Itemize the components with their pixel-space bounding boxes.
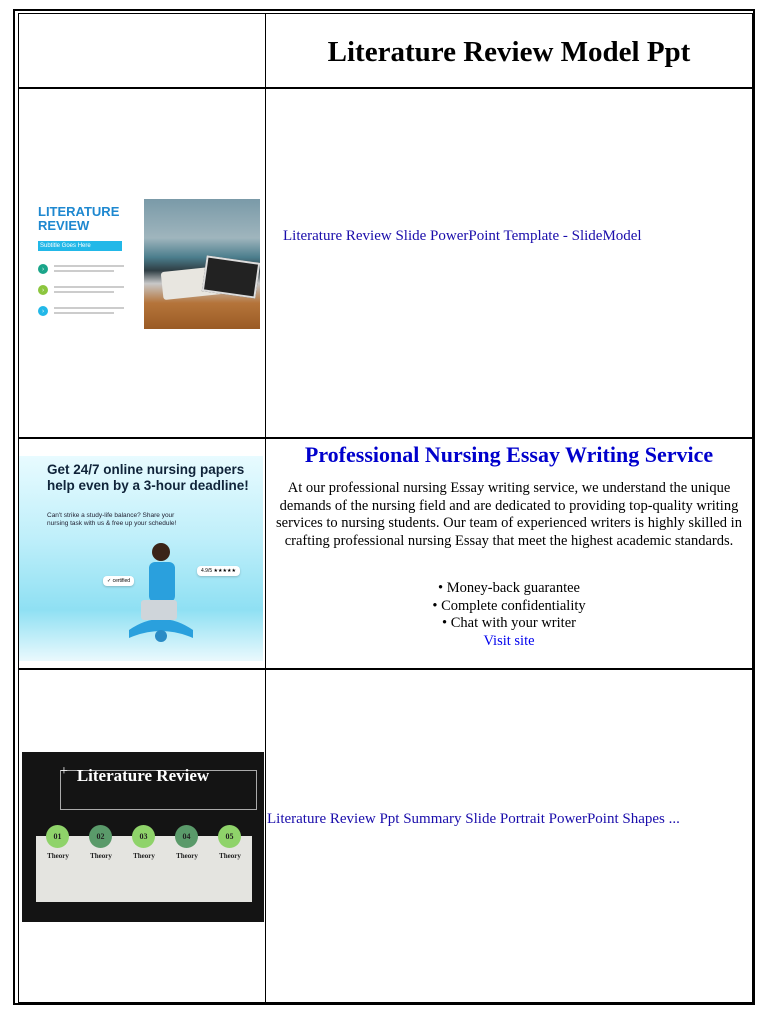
ad-thumb-headline: Get 24/7 online nursing papers help even by a 3-hour deadline! xyxy=(47,462,249,493)
rating-badge: 4.9/5 ★★★★★ xyxy=(197,566,240,576)
divider xyxy=(54,286,124,288)
step-label: Theory xyxy=(47,852,69,860)
arrow-icon: › xyxy=(38,264,48,274)
certified-badge: ✓ certified xyxy=(103,576,134,586)
header-title-cell xyxy=(265,13,753,88)
bullet-item: • Chat with your writer xyxy=(266,615,752,633)
ad-description: At our professional nursing Essay writing service, we understand the unique demands of the nursing field and are dedicated to providing top-quality writing services to nursing students. Our team of experienced writers is highly skilled in crafting professional nursing Essay that meet the highest academic standards. xyxy=(276,480,742,549)
arrow-icon: › xyxy=(38,285,48,295)
step-label: Theory xyxy=(219,852,241,860)
step-label: Theory xyxy=(133,852,155,860)
step-circle: 05 xyxy=(218,825,241,848)
divider xyxy=(54,291,114,293)
ad-bullet-list xyxy=(266,580,752,633)
row1-text-cell xyxy=(265,88,753,438)
bullet-item: • Money-back guarantee xyxy=(266,580,752,598)
step-label: Theory xyxy=(90,852,112,860)
nursing-ad-thumbnail[interactable] xyxy=(19,456,263,661)
laptop-image xyxy=(202,255,260,298)
page-title: Literature Review Model Ppt xyxy=(327,36,691,68)
ad-thumb-blurb: Can't strike a study-life balance? Share your nursing task with us & free up your schedule! xyxy=(47,512,177,527)
row3-text-cell xyxy=(265,669,753,1003)
row1-image-cell xyxy=(18,88,266,438)
row2-image-cell xyxy=(18,438,266,669)
step-circle: 03 xyxy=(132,825,155,848)
arrow-icon: › xyxy=(38,306,48,316)
row2-ad-cell xyxy=(265,438,753,669)
literature-review-summary-thumbnail[interactable] xyxy=(22,752,264,922)
thumb-subtitle: Subtitle Goes Here xyxy=(38,241,122,251)
row3-image-cell xyxy=(18,669,266,1003)
bullet-item: • Complete confidentiality xyxy=(266,598,752,616)
step-circle: 01 xyxy=(46,825,69,848)
nurse-illustration xyxy=(121,538,201,648)
step-circle: 04 xyxy=(175,825,198,848)
thumb-heading: LITERATURE REVIEW xyxy=(38,204,120,233)
literature-review-slide-thumbnail[interactable] xyxy=(38,199,260,329)
header-left-cell xyxy=(18,13,266,88)
step-circle: 02 xyxy=(89,825,112,848)
plus-icon: + xyxy=(60,764,68,779)
thumb-title: Literature Review xyxy=(76,766,210,785)
divider xyxy=(54,270,114,272)
divider xyxy=(54,265,124,267)
divider xyxy=(54,307,124,309)
divider xyxy=(54,312,114,314)
summary-slide-link[interactable]: Literature Review Ppt Summary Slide Portrait PowerPoint Shapes ... xyxy=(267,811,680,827)
slidemodel-link[interactable]: Literature Review Slide PowerPoint Template - SlideModel xyxy=(283,228,642,244)
step-label: Theory xyxy=(176,852,198,860)
ad-title-link[interactable]: Professional Nursing Essay Writing Service xyxy=(304,442,714,467)
visit-site-link[interactable]: Visit site xyxy=(483,633,535,649)
